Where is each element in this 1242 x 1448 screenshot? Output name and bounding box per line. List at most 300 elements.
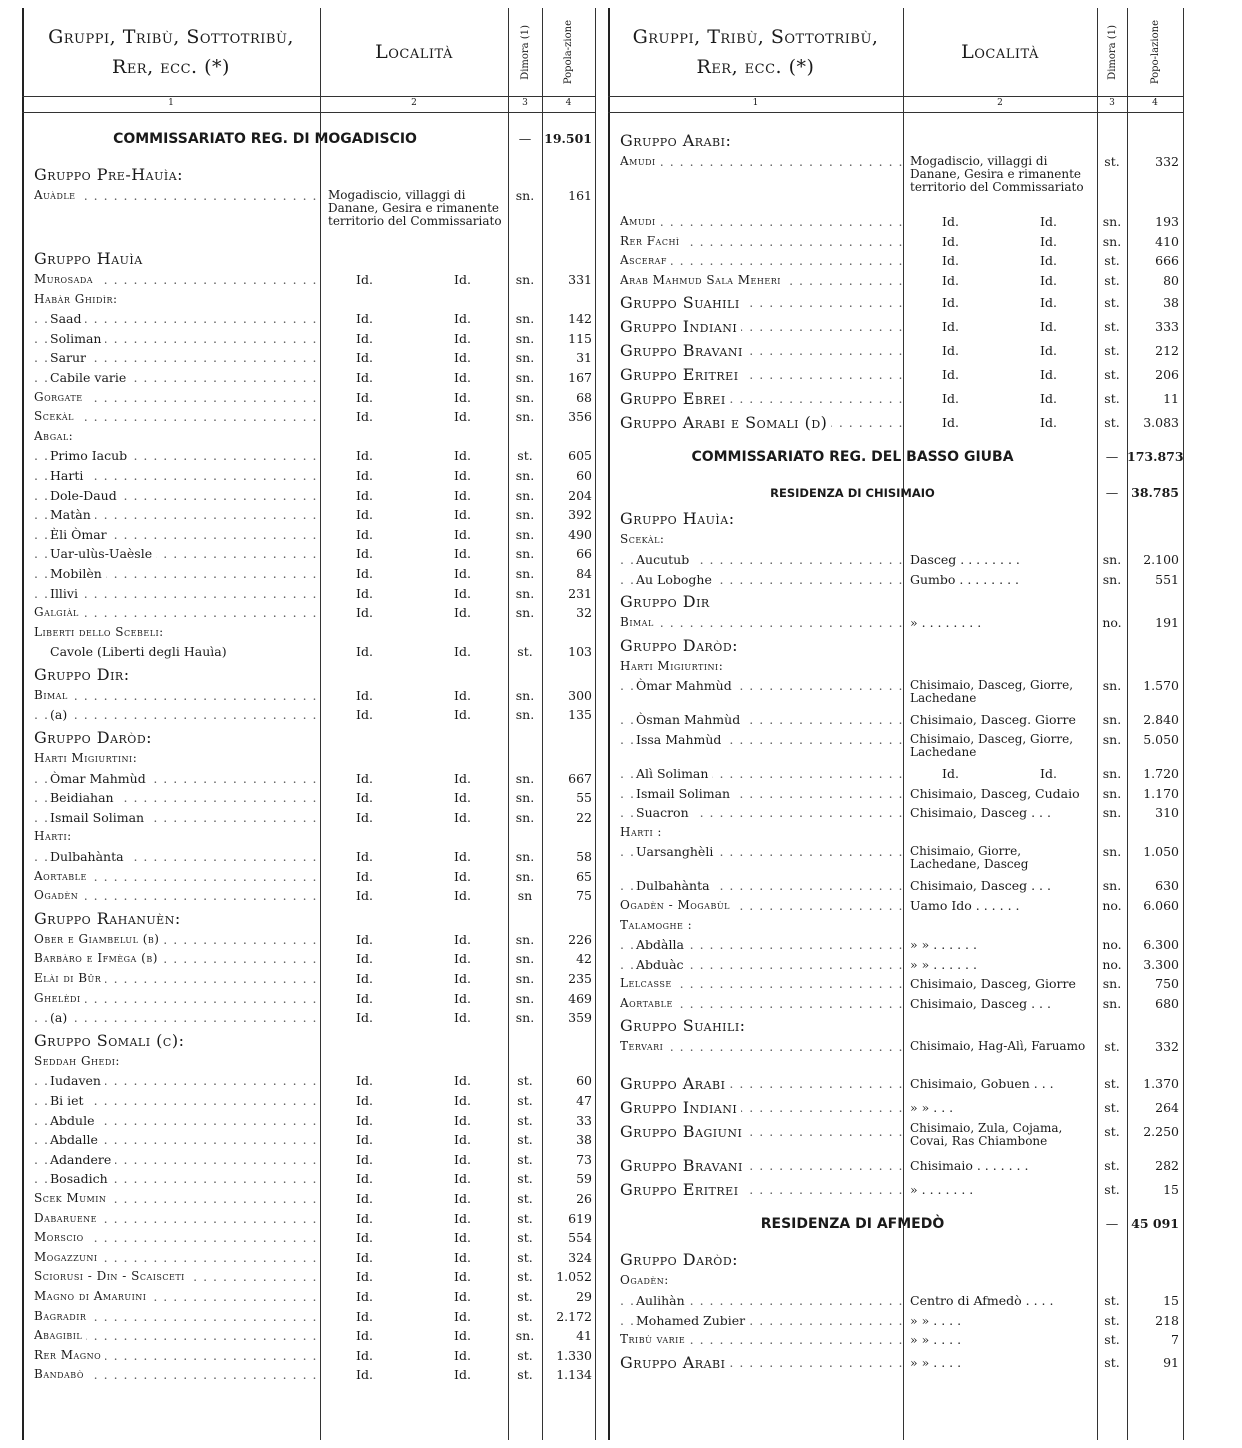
locality-id-1: Id. [356, 605, 373, 621]
entry-name [34, 525, 334, 545]
entry-name-text: Arab Mahmud Sala Meheri [620, 273, 785, 287]
dimora-value: sn. [1102, 214, 1122, 229]
entry-name [34, 769, 334, 789]
entry-name [34, 348, 334, 368]
population-value: 619 [568, 1210, 592, 1226]
locality-text: » » . . . . [910, 1332, 962, 1348]
group-heading-row [608, 1247, 1184, 1271]
entry-name-text: Beidiahan [50, 790, 118, 805]
population-value: 193 [1155, 214, 1179, 229]
entry-name [34, 1287, 318, 1307]
dimora-value: sn. [515, 951, 535, 967]
locality-id-2: Id. [454, 272, 471, 287]
table-row [608, 803, 1184, 823]
locality-id-1: Id. [356, 585, 373, 601]
dimora-value: sn. [1102, 805, 1122, 821]
entry-name [34, 329, 334, 349]
table-row [22, 407, 596, 427]
population-value: 6.060 [1143, 897, 1179, 913]
table-row [608, 152, 1184, 212]
table-row [608, 410, 1184, 434]
table-row [608, 657, 1184, 677]
dimora-value: st. [1104, 1332, 1120, 1348]
entry-name [620, 1177, 902, 1203]
entry-name [34, 989, 318, 1009]
col-number-2-right: 2 [997, 98, 1003, 108]
table-row [22, 788, 596, 808]
locality-id-2: Id. [454, 1010, 471, 1026]
locality-id-1: Id. [356, 1269, 373, 1285]
entry-name [620, 1153, 902, 1179]
entry-name [34, 407, 318, 427]
entry-name: Cavole (Liberti degli Hauìa) [50, 644, 227, 660]
population-value: 33 [576, 1112, 592, 1128]
locality-text: Chisimaio, Dasceg, Giorre, Lachedane [910, 678, 1074, 706]
table-row [22, 446, 596, 466]
dimora-value: sn. [1102, 233, 1122, 249]
dimora-value: sn. [515, 546, 535, 562]
entry-name [34, 1130, 334, 1150]
table-row [22, 886, 596, 906]
table-row [22, 1111, 596, 1131]
entry-name: Ogadèn: [620, 1273, 669, 1288]
table-row [22, 1365, 596, 1385]
dimora-value: sn. [1102, 785, 1122, 801]
entry-name: Gruppo Somali (c): [34, 1030, 185, 1050]
dimora-value: st. [1104, 1124, 1120, 1140]
dimora-value: st. [1104, 367, 1120, 383]
header-locality-text: Località [375, 41, 453, 63]
table-row [608, 530, 1184, 550]
locality-id-1: Id. [356, 1288, 373, 1304]
population-value: 2.840 [1143, 712, 1179, 728]
locality-id-2: Id. [454, 1132, 471, 1148]
locality-id-2: Id. [1040, 415, 1057, 431]
table-row [22, 1248, 596, 1268]
table-row [608, 974, 1184, 994]
entry-name [620, 613, 902, 633]
population-value: 19.501 [544, 131, 592, 146]
table-row [608, 994, 1184, 1014]
table-row [22, 427, 596, 447]
table-row [608, 1330, 1184, 1350]
dimora-value: no. [1102, 956, 1122, 972]
entry-name: Gruppo Arabi: [620, 131, 732, 150]
dimora-value: sn. [515, 369, 535, 385]
dimora-value: st. [517, 1171, 533, 1187]
entry-name: Gruppo Daròd: [620, 1250, 739, 1270]
population-value: 15 [1163, 1293, 1179, 1309]
right-rows [608, 116, 1184, 1374]
entry-name [620, 730, 918, 750]
header-groups [22, 8, 320, 96]
dimora-value: st. [1104, 295, 1120, 311]
locality-id-2: Id. [454, 1367, 471, 1383]
entry-name-text: Elài di Bûr [34, 971, 105, 985]
locality-id-1: Id. [942, 319, 959, 335]
locality-id-2: Id. [454, 526, 471, 542]
population-value: 38 [1163, 295, 1179, 311]
table-row [22, 930, 596, 950]
dimora-value: sn. [515, 350, 535, 366]
entry-name: Gruppo Rahanuèn: [34, 908, 181, 928]
locality-id-2: Id. [454, 849, 471, 865]
population-value: 469 [568, 990, 592, 1006]
locality-id-1: Id. [356, 330, 373, 346]
locality-id-1: Id. [356, 1328, 373, 1344]
dimora-value: sn. [515, 990, 535, 1006]
entry-name [620, 1095, 902, 1121]
table-row [608, 314, 1184, 338]
population-value: 84 [576, 565, 592, 581]
table-row [608, 362, 1184, 386]
header-locality [320, 8, 508, 96]
header-population-right-text: Popo-lazione [1149, 19, 1161, 85]
entry-name-text: Lelcasse [620, 976, 676, 990]
locality-text: » » . . . . . . [910, 956, 977, 972]
entry-name: Gruppo Daròd: [620, 635, 739, 655]
dimora-value: sn. [515, 605, 535, 621]
entry-name-text: Bi iet [50, 1093, 88, 1108]
entry-name-text: Suacron [636, 805, 693, 820]
population-value: 38.785 [1131, 485, 1179, 501]
entry-name [34, 886, 318, 906]
header-groups-right [608, 8, 903, 96]
entry-name [34, 867, 318, 887]
locality-id-1: Id. [356, 687, 373, 703]
population-value: 103 [568, 644, 592, 660]
entry-name [34, 368, 334, 388]
locality-id-2: Id. [454, 369, 471, 385]
locality-id-1: Id. [356, 1190, 373, 1206]
locality-id-1: Id. [356, 350, 373, 366]
locality-id-1: Id. [356, 951, 373, 967]
entry-name-text: Gruppo Bravani [620, 341, 747, 360]
entry-name [620, 803, 918, 823]
population-value: 2.172 [556, 1308, 592, 1324]
locality-id-1: Id. [356, 1308, 373, 1324]
entry-name [34, 1150, 334, 1170]
table-row [608, 251, 1184, 271]
table-row [22, 525, 596, 545]
header-groups-right-line1: Gruppi, Tribù, Sottotribù, [632, 26, 879, 48]
entry-name-text: Abagibil [34, 1328, 86, 1342]
table-row [22, 466, 596, 486]
entry-name [34, 1365, 318, 1385]
locality-text: » » . . . . [910, 1312, 962, 1328]
header-locality-right-text: Località [961, 41, 1039, 63]
left-rows [22, 116, 596, 1385]
entry-name-text: Illivi [50, 586, 82, 601]
entry-name-text: Bimal [620, 615, 658, 629]
dimora-value: st. [517, 1230, 533, 1246]
entry-name-text: Gruppo Eritrei [620, 1180, 743, 1199]
entry-name-text: Gruppo Bagiuni [620, 1122, 746, 1141]
population-value: 1.720 [1143, 765, 1179, 781]
group-heading-row [608, 589, 1184, 613]
locality-text: Chisimaio, Zula, Cojama, Covai, Ras Chiambone [910, 1121, 1063, 1149]
table-row [22, 623, 596, 643]
locality-id-2: Id. [454, 707, 471, 723]
table-row [22, 1189, 596, 1209]
entry-name-text: Dulbahànta [50, 849, 128, 864]
dimora-value: sn. [515, 526, 535, 542]
entry-name-text: Ober e Giambelul (b) [34, 932, 163, 946]
population-value: 91 [1163, 1354, 1179, 1370]
population-value: 630 [1155, 878, 1179, 894]
locality-id-2: Id. [454, 790, 471, 806]
locality-id-2: Id. [454, 770, 471, 786]
dimora-value: st. [1104, 391, 1120, 407]
locality-id-1: Id. [942, 367, 959, 383]
table-row [608, 896, 1184, 916]
locality-id-1: Id. [356, 1210, 373, 1226]
entry-name: Gruppo Suahili: [620, 1016, 746, 1036]
dimora-value: sn. [1102, 878, 1122, 894]
locality-id-2: Id. [454, 507, 471, 523]
locality-id-1: Id. [356, 790, 373, 806]
locality-id-1: Id. [356, 1367, 373, 1383]
population-value: 38 [576, 1132, 592, 1148]
locality-id-1: Id. [942, 765, 959, 781]
entry-name-text: Soliman [50, 331, 105, 346]
population-value: 1.570 [1143, 678, 1179, 694]
table-row [22, 867, 596, 887]
entry-name [620, 1071, 902, 1097]
table-row [22, 1169, 596, 1189]
dimora-value: st. [1104, 343, 1120, 359]
dimora-value: sn. [515, 467, 535, 483]
group-heading-row [608, 506, 1184, 530]
table-row [22, 808, 596, 828]
table-row [22, 642, 596, 662]
entry-name [34, 1326, 318, 1346]
locality-id-2: Id. [1040, 391, 1057, 407]
table-row [608, 916, 1184, 936]
population-value: 15 [1163, 1182, 1179, 1198]
dimora-value: sn. [515, 790, 535, 806]
locality-text: » » . . . [910, 1100, 954, 1116]
entry-name [620, 994, 902, 1014]
entry-name [34, 969, 318, 989]
table-row [608, 1177, 1184, 1201]
population-value: 115 [568, 330, 592, 346]
table-row [22, 749, 596, 769]
locality-id-2: Id. [454, 1112, 471, 1128]
table-row [608, 1153, 1184, 1177]
population-value: 73 [576, 1151, 592, 1167]
entry-name-text: Adandere [50, 1152, 115, 1167]
locality-id-1: Id. [356, 311, 373, 327]
population-value: 167 [568, 369, 592, 385]
locality-id-1: Id. [356, 1073, 373, 1089]
locality-id-1: Id. [942, 214, 959, 229]
population-value: 75 [576, 888, 592, 904]
entry-name: Liberti dello Scebeli: [34, 624, 164, 639]
entry-name [620, 212, 902, 232]
table-row [22, 989, 596, 1009]
locality-text: » . . . . . . . . [910, 615, 982, 631]
entry-name [34, 603, 318, 623]
table-row [22, 769, 596, 789]
dimora-value: sn. [515, 1010, 535, 1026]
population-value: 667 [568, 770, 592, 786]
population-value: 264 [1155, 1100, 1179, 1116]
entry-name-text: Iudaven [50, 1073, 105, 1088]
entry-name [34, 1169, 334, 1189]
table-row [608, 570, 1184, 590]
locality-id-1: Id. [356, 565, 373, 581]
dimora-value: st. [517, 1269, 533, 1285]
table-row [22, 1326, 596, 1346]
entry-name [34, 544, 334, 564]
col-number-1-right: 1 [752, 98, 759, 108]
dimora-value: st. [517, 448, 533, 464]
dimora-value: sn. [515, 585, 535, 601]
entry-name [620, 935, 918, 955]
population-value: 300 [568, 687, 592, 703]
dimora-value: st. [517, 1288, 533, 1304]
dimora-value: sn. [515, 849, 535, 865]
entry-name-text: Sciorusi - Din - Scaisceti [34, 1269, 189, 1283]
locality-id-2: Id. [1040, 367, 1057, 383]
dimora-value: st. [1104, 1100, 1120, 1116]
population-value: 135 [568, 707, 592, 723]
dimora-value: sn. [515, 687, 535, 703]
entry-name: Seddah Ghedi: [34, 1053, 120, 1068]
dimora-value: sn. [515, 971, 535, 986]
entry-name [620, 1330, 902, 1350]
header-population-text: Popola-zione [563, 19, 574, 85]
population-value: 359 [568, 1010, 592, 1026]
table-row [608, 232, 1184, 252]
population-value: 218 [1155, 1312, 1179, 1328]
locality-id-1: Id. [356, 770, 373, 786]
dimora-value: st. [517, 1367, 533, 1383]
locality-id-2: Id. [454, 1249, 471, 1265]
locality-id-2: Id. [454, 1347, 471, 1363]
locality-text: Dasceg . . . . . . . . [910, 551, 1020, 567]
population-value: 2.100 [1143, 551, 1179, 567]
locality-id-1: Id. [942, 272, 959, 288]
entry-name-text: Issa Mahmùd [636, 732, 725, 747]
left-table [22, 8, 596, 1440]
entry-name [34, 270, 318, 290]
entry-name-text: Aucutub [636, 552, 693, 567]
population-value: 235 [568, 971, 592, 986]
col-number-3-right: 3 [1109, 98, 1115, 108]
population-value: 31 [576, 350, 592, 366]
entry-name-text: Barbàro e Ifmèga (b) [34, 951, 162, 965]
locality-id-2: Id. [1040, 765, 1057, 781]
locality-text: Chisimaio, Dasceg, Cudaio [910, 785, 1080, 801]
entry-name [620, 1311, 918, 1331]
locality-text: Chisimaio . . . . . . . [910, 1158, 1029, 1174]
population-value: 490 [568, 526, 592, 542]
dimora-value: sn. [1102, 844, 1122, 860]
locality-id-1: Id. [356, 507, 373, 523]
population-value: 282 [1155, 1158, 1179, 1174]
locality-text: Gumbo . . . . . . . . [910, 571, 1019, 587]
locality-id-2: Id. [454, 350, 471, 366]
locality-id-2: Id. [454, 971, 471, 986]
dimora-value: sn. [515, 409, 535, 425]
entry-name [34, 949, 318, 969]
entry-name [620, 410, 902, 436]
table-row [22, 505, 596, 525]
entry-name [620, 842, 918, 862]
dimora-value: sn. [1102, 571, 1122, 587]
dimora-value: sn. [515, 487, 535, 503]
dimora-value: sn. [515, 868, 535, 884]
population-value: 60 [576, 1073, 592, 1089]
locality-text: Chisimaio, Dasceg, Giorre [910, 976, 1076, 992]
locality-id-2: Id. [454, 1328, 471, 1344]
entry-name-text: Morscio [34, 1230, 88, 1244]
entry-name [620, 1291, 918, 1311]
entry-name [620, 1037, 902, 1057]
population-value: 605 [568, 448, 592, 464]
entry-name [620, 550, 918, 570]
entry-name-text: Aortable [34, 869, 91, 883]
table-row [608, 550, 1184, 570]
locality-id-2: Id. [454, 1171, 471, 1187]
dimora-value: st. [1104, 1158, 1120, 1174]
group-heading-row [608, 128, 1184, 152]
entry-name [620, 1350, 902, 1376]
population-value: 80 [1163, 272, 1179, 288]
entry-name: COMMISSARIATO REG. DEL BASSO GIUBA [691, 449, 1014, 466]
entry-name: Abgal: [34, 428, 74, 443]
dimora-value: — [518, 131, 532, 146]
table-row [608, 1037, 1184, 1071]
entry-name [34, 808, 334, 828]
locality-text: » . . . . . . . [910, 1182, 974, 1198]
table-row [608, 290, 1184, 314]
entry-name-text: Tribù varie [620, 1332, 689, 1346]
entry-name [620, 570, 918, 590]
table-row [22, 1209, 596, 1229]
entry-name [34, 446, 334, 466]
entry-name [620, 764, 918, 784]
population-value: 42 [576, 951, 592, 967]
table-row [608, 1119, 1184, 1153]
section-heading-row [22, 116, 596, 162]
entry-name [34, 1091, 334, 1111]
table-row [22, 1052, 596, 1072]
group-heading-row [22, 662, 596, 686]
entry-name-text: Gruppo Suahili [620, 293, 744, 312]
entry-name-text: Bosadich [50, 1171, 112, 1186]
entry-name-text: Gruppo Arabi e Somali (d) [620, 413, 831, 432]
locality-id-2: Id. [454, 951, 471, 967]
entry-name [620, 251, 902, 271]
table-row [22, 1071, 596, 1091]
locality-id-1: Id. [356, 1151, 373, 1167]
table-row [22, 309, 596, 329]
entry-name-text: Amudi [620, 214, 660, 228]
table-row [22, 1008, 596, 1028]
dimora-value: sn. [515, 1328, 535, 1344]
locality-id-2: Id. [454, 565, 471, 581]
locality-id-2: Id. [454, 546, 471, 562]
entry-name: RESIDENZA DI CHISIMAIO [770, 486, 935, 501]
locality-id-1: Id. [356, 409, 373, 425]
entry-name-text: Amudi [620, 154, 660, 168]
locality-text: Chisimaio, Dasceg . . . [910, 995, 1051, 1011]
locality-id-1: Id. [356, 868, 373, 884]
entry-name-text: Ogadèn [34, 888, 82, 902]
